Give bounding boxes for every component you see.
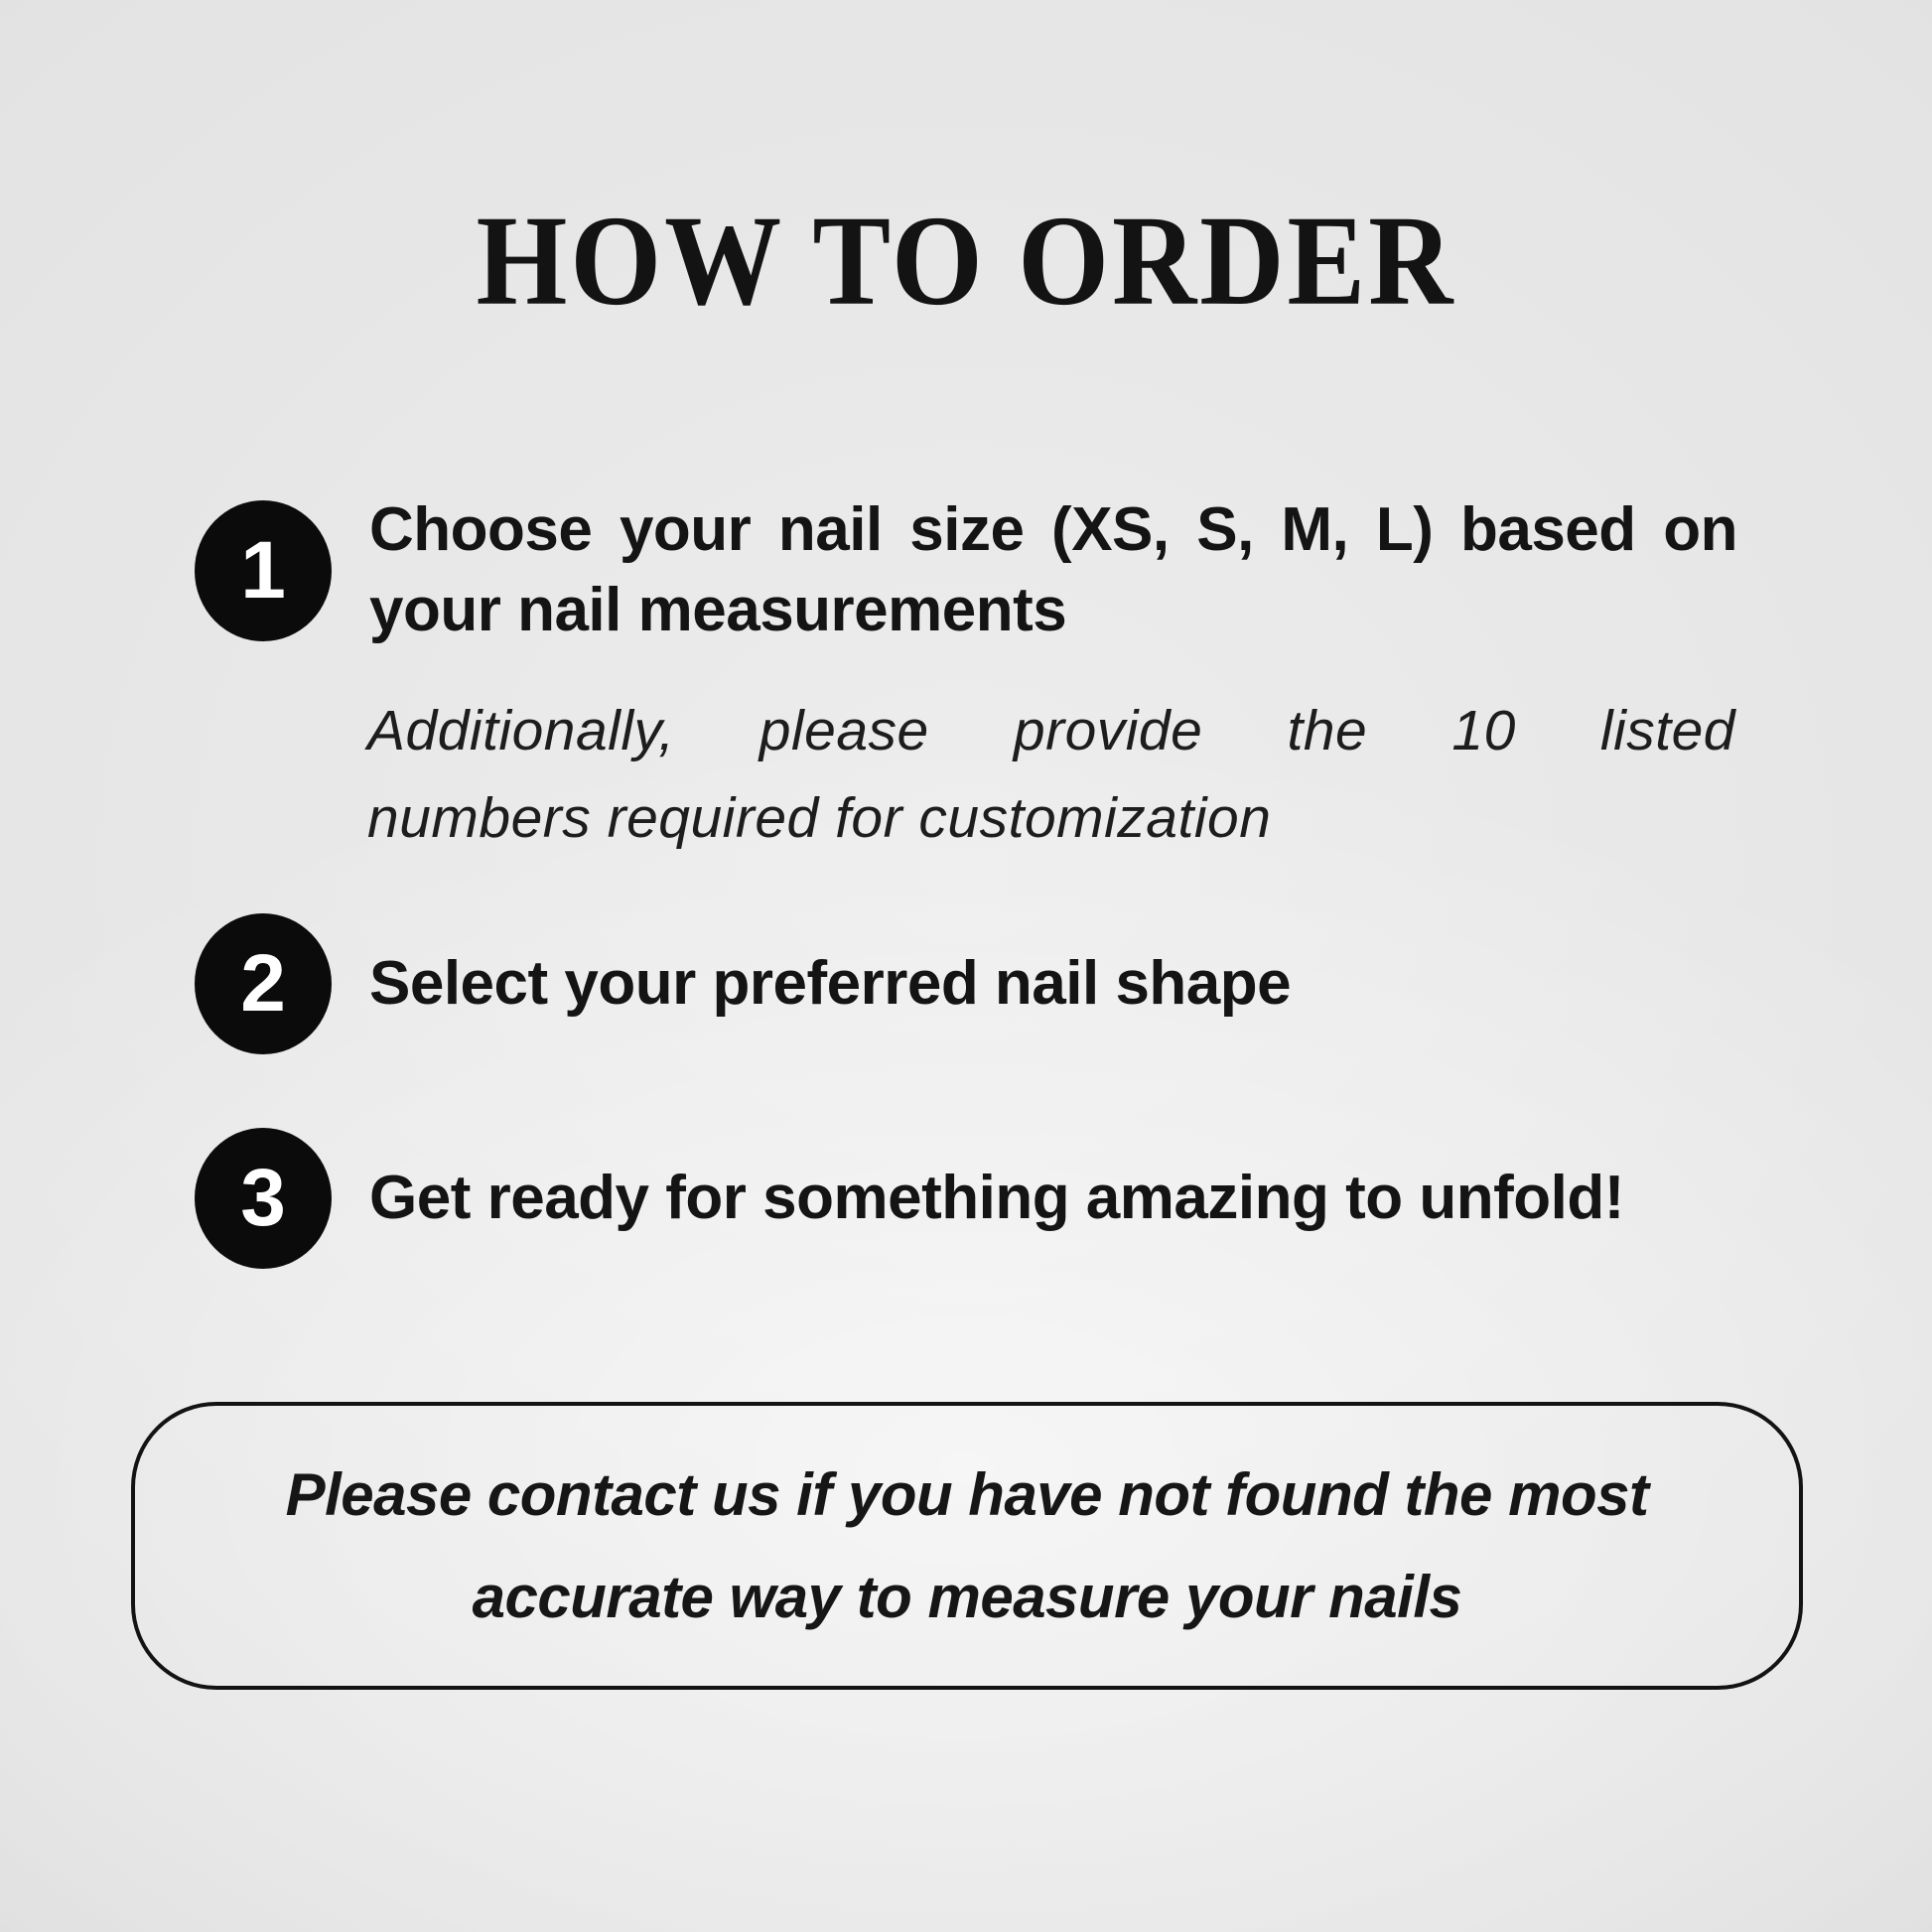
step-1-sub-line-2: numbers required for customization	[367, 786, 1272, 851]
step-2-number-badge	[195, 913, 332, 1054]
step-1-number-badge	[195, 500, 332, 641]
step-2-text	[369, 944, 1737, 1025]
step-1-text	[369, 490, 1737, 650]
step-2-row	[195, 913, 1737, 1054]
step-2-number: 2	[240, 938, 286, 1029]
step-3-text	[369, 1159, 1737, 1239]
step-2-line-1: Select your preferred nail shape	[369, 948, 1292, 1018]
step-3-number: 3	[240, 1153, 286, 1243]
contact-note-line-2: accurate way to measure your nails	[472, 1564, 1462, 1630]
step-3-number-badge	[195, 1128, 332, 1269]
step-1-sub-line-1: Additionally, please provide the 10 listed	[367, 699, 1735, 762]
step-1-line-2: your nail measurements	[369, 575, 1067, 644]
page-title: HOW TO ORDER	[476, 189, 1456, 333]
step-1-sub-note	[367, 687, 1735, 863]
step-1-row	[195, 490, 1737, 650]
contact-note-box	[131, 1402, 1803, 1690]
step-3-row	[195, 1128, 1737, 1269]
contact-note-text	[286, 1444, 1649, 1648]
step-1-line-1: Choose your nail size (XS, S, M, L) based on	[369, 495, 1737, 564]
step-3-line-1: Get ready for something amazing to unfold!	[369, 1163, 1624, 1232]
step-1-number: 1	[240, 524, 286, 616]
contact-note-line-1: Please contact us if you have not found the most	[285, 1460, 1649, 1528]
